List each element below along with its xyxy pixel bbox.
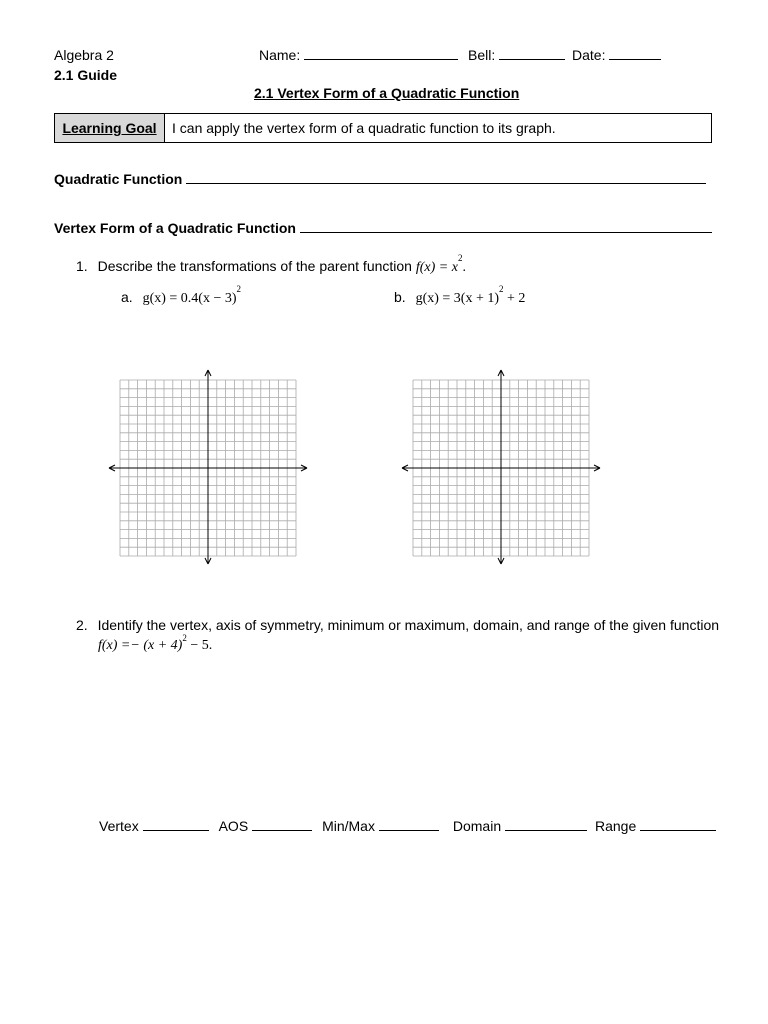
question-1a [121, 284, 242, 307]
question-1b-function: $g(x) = 3(x + 1)^2 + 2$ [415, 284, 526, 306]
domain-blank[interactable] [505, 818, 587, 831]
bell-label: Bell: [468, 47, 496, 63]
vertex-form-blank[interactable] [300, 220, 712, 233]
question-1-prompt: Describe the transformations of the parent function [97, 258, 412, 274]
page-title: 2.1 Vertex Form of a Quadratic Function [254, 85, 520, 101]
date-label: Date: [572, 47, 606, 63]
aos-label: AOS [218, 818, 249, 834]
learning-goal-box [54, 113, 712, 143]
question-1b [394, 284, 526, 307]
quadratic-function-row [54, 171, 706, 187]
coordinate-grid-b[interactable] [398, 368, 604, 566]
name-field-row [259, 47, 458, 63]
question-1a-letter: a. [121, 289, 133, 305]
date-field-row [572, 47, 661, 63]
guide-label: 2.1 Guide [54, 67, 118, 83]
answer-row [99, 818, 716, 834]
question-2-prompt: Identify the vertex, axis of symmetry, minimum or maximum, domain, and range of the given function [97, 617, 720, 633]
question-1a-function: $g(x) = 0.4(x - 3)^2$ [142, 284, 242, 306]
date-blank[interactable] [609, 47, 661, 60]
coordinate-grid-a[interactable] [105, 368, 311, 566]
quadratic-function-label: Quadratic Function [54, 171, 183, 187]
bell-blank[interactable] [499, 47, 565, 60]
question-1-number: 1. [76, 258, 88, 274]
learning-goal-label: Learning Goal [55, 114, 165, 142]
question-2 [76, 617, 719, 633]
name-blank[interactable] [304, 47, 458, 60]
bell-field-row [468, 47, 565, 63]
minmax-label: Min/Max [322, 818, 375, 834]
parent-function: $f(x) = x^2$. [415, 253, 466, 275]
minmax-blank[interactable] [379, 818, 439, 831]
name-label: Name: [259, 47, 301, 63]
question-1b-letter: b. [394, 289, 406, 305]
course-name: Algebra 2 [54, 47, 114, 63]
question-2-function: $f(x) =- (x + 4)^2 - 5$. [98, 633, 213, 653]
aos-blank[interactable] [252, 818, 312, 831]
range-blank[interactable] [640, 818, 716, 831]
vertex-form-label: Vertex Form of a Quadratic Function [54, 220, 296, 236]
question-1 [76, 253, 466, 276]
question-2-number: 2. [76, 617, 88, 633]
domain-label: Domain [452, 818, 502, 834]
vertex-label: Vertex [99, 818, 139, 834]
quadratic-function-blank[interactable] [186, 171, 706, 184]
vertex-form-row [54, 220, 712, 236]
learning-goal-text: I can apply the vertex form of a quadratic function to its graph. [172, 120, 556, 136]
vertex-blank[interactable] [143, 818, 209, 831]
range-label: Range [595, 818, 637, 834]
